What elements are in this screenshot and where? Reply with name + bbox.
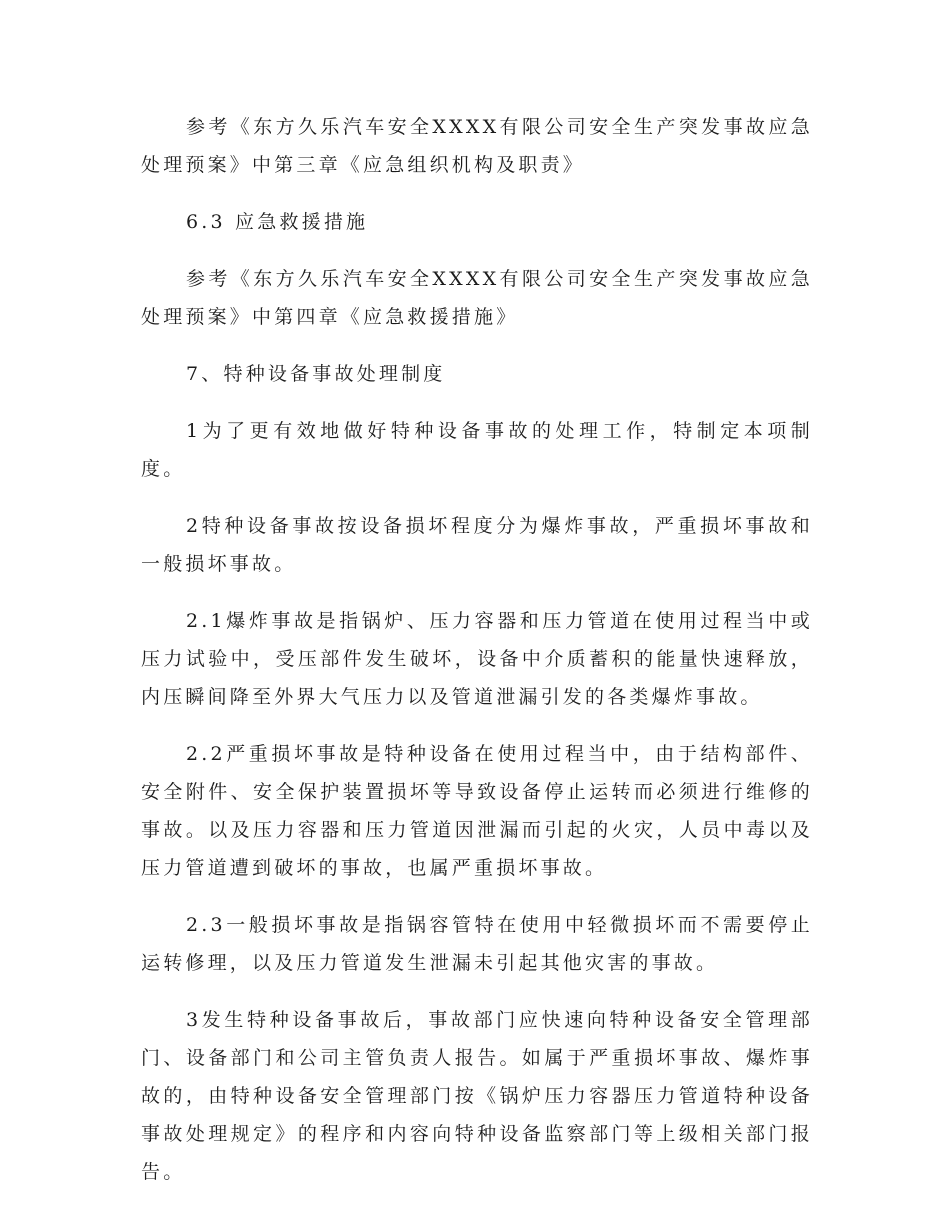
paragraph-reference-chapter-3: 参考《东方久乐汽车安全XXXX有限公司安全生产突发事故应急处理预案》中第三章《应急组织机构及职责》 xyxy=(141,116,813,176)
paragraph-item-3: 3发生特种设备事故后，事故部门应快速向特种设备安全管理部门、设备部门和公司主管负责人报告。如属于严重损坏事故、爆炸事故的，由特种设备安全管理部门按《锅炉压力容器压力管道特种设备事故处理规定》的程序和内容向特种设备监察部门等上级相关部门报告。 xyxy=(141,1009,813,1183)
section-heading-7: 7、特种设备事故处理制度 xyxy=(186,363,446,385)
paragraph-item-2-3: 2.3一般损坏事故是指锅容管特在使用中轻微损坏而不需要停止运转修理，以及压力管道发生泄漏未引起其他灾害的事故。 xyxy=(141,914,813,974)
paragraph-item-2-1: 2.1爆炸事故是指锅炉、压力容器和压力管道在使用过程当中或压力试验中，受压部件发生破坏，设备中介质蓄积的能量快速释放，内压瞬间降至外界大气压力以及管道泄漏引发的各类爆炸事故。 xyxy=(141,610,813,708)
section-heading-6-3: 6.3 应急救援措施 xyxy=(186,211,369,233)
paragraph-item-1: 1为了更有效地做好特种设备事故的处理工作，特制定本项制度。 xyxy=(141,420,813,480)
paragraph-item-2-2: 2.2严重损坏事故是特种设备在使用过程当中，由于结构部件、安全附件、安全保护装置损坏等导致设备停止运转而必须进行维修的事故。以及压力容器和压力管道因泄漏而引起的火灾，人员中毒以及压力管道遭到破坏的事故，也属严重损坏事故。 xyxy=(141,743,813,879)
document-body xyxy=(141,108,813,1208)
paragraph-reference-chapter-4: 参考《东方久乐汽车安全XXXX有限公司安全生产突发事故应急处理预案》中第四章《应急救援措施》 xyxy=(141,268,813,328)
paragraph-item-2: 2特种设备事故按设备损坏程度分为爆炸事故，严重损坏事故和一般损坏事故。 xyxy=(141,515,813,575)
